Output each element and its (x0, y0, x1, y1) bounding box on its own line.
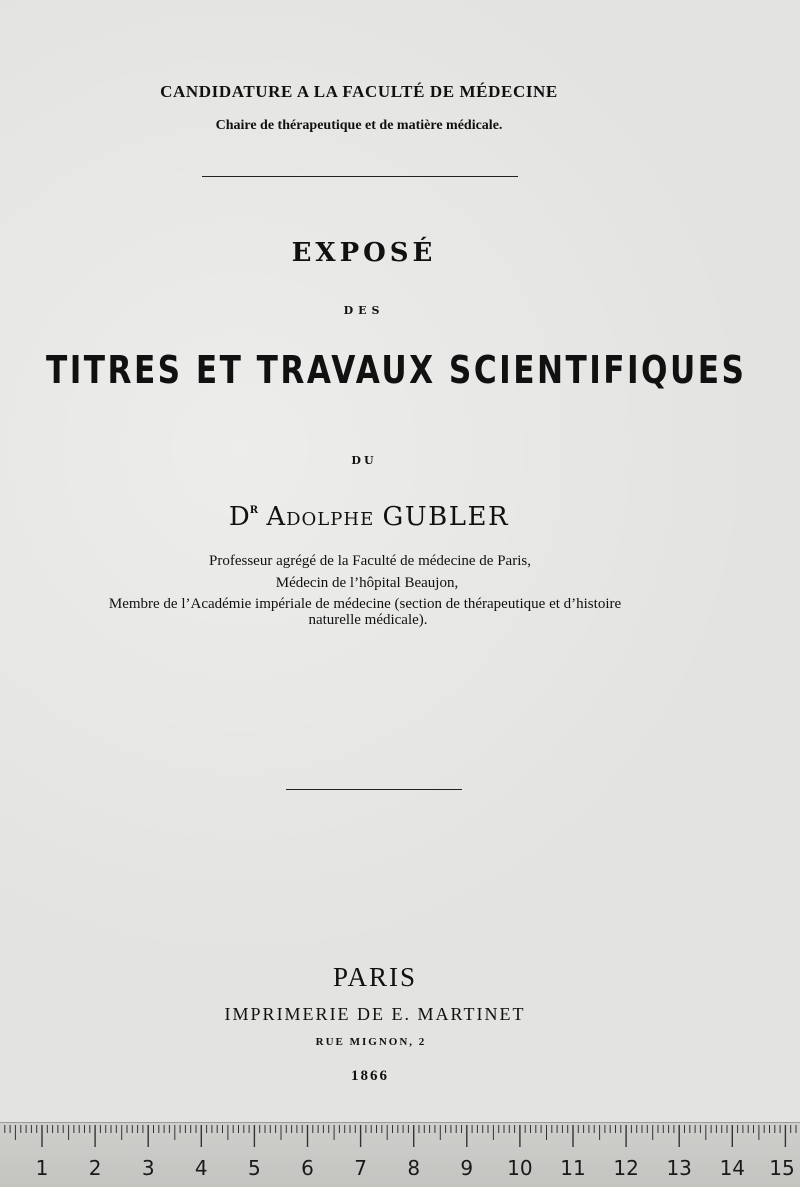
ruler-number: 4 (194, 1156, 208, 1180)
ruler-number: 12 (613, 1156, 639, 1180)
doctor-prefix-superscript: R (249, 505, 259, 516)
doctor-prefix: D (228, 502, 250, 532)
author-description-line: Membre de l’Académie impériale de médecine (section de thérapeutique et d’histoire (108, 596, 622, 612)
chaire-subheading: Chaire de thérapeutique et de matière médicale. (215, 118, 503, 133)
ruler-number: 9 (460, 1156, 474, 1180)
ruler-number: 15 (769, 1156, 795, 1180)
ruler-number: 13 (666, 1156, 692, 1180)
measuring-ruler (0, 1122, 800, 1187)
ruler-number: 14 (719, 1156, 746, 1180)
author-name (0, 502, 738, 532)
author-description-line: Professeur agrégé de la Faculté de médecine de Paris, (209, 553, 531, 569)
ruler-number: 3 (141, 1156, 155, 1180)
ruler-number: 5 (248, 1156, 261, 1180)
ruler-number: 1 (35, 1156, 49, 1180)
printer-name: IMPRIMERIE DE E. MARTINET (224, 1004, 526, 1024)
author-surname: GUBLER (382, 502, 510, 532)
expose-title: EXPOSÉ (291, 238, 437, 268)
publication-city: PARIS (332, 962, 418, 992)
ruler-number: 8 (407, 1156, 421, 1180)
ruler-number: 2 (88, 1156, 102, 1180)
top-divider (202, 176, 518, 177)
author-description-line: naturelle médicale). (308, 612, 428, 628)
des-connector: DES (343, 304, 385, 317)
ruler-number: 10 (507, 1156, 533, 1180)
printer-address: RUE MIGNON, 2 (315, 1036, 427, 1048)
publication-year: 1866 (351, 1068, 389, 1084)
candidature-heading: CANDIDATURE A LA FACULTÉ DE MÉDECINE (160, 82, 558, 101)
ruler-number: 6 (301, 1156, 314, 1180)
main-title: TITRES ET TRAVAUX SCIENTIFIQUES (46, 348, 747, 392)
ruler-number: 7 (354, 1156, 367, 1180)
ruler-number: 11 (560, 1156, 586, 1180)
bottom-divider (286, 789, 462, 790)
author-description-line: Médecin de l’hôpital Beaujon, (275, 575, 459, 591)
du-connector: DU (351, 454, 377, 467)
author-firstname: Adolphe (266, 502, 375, 532)
